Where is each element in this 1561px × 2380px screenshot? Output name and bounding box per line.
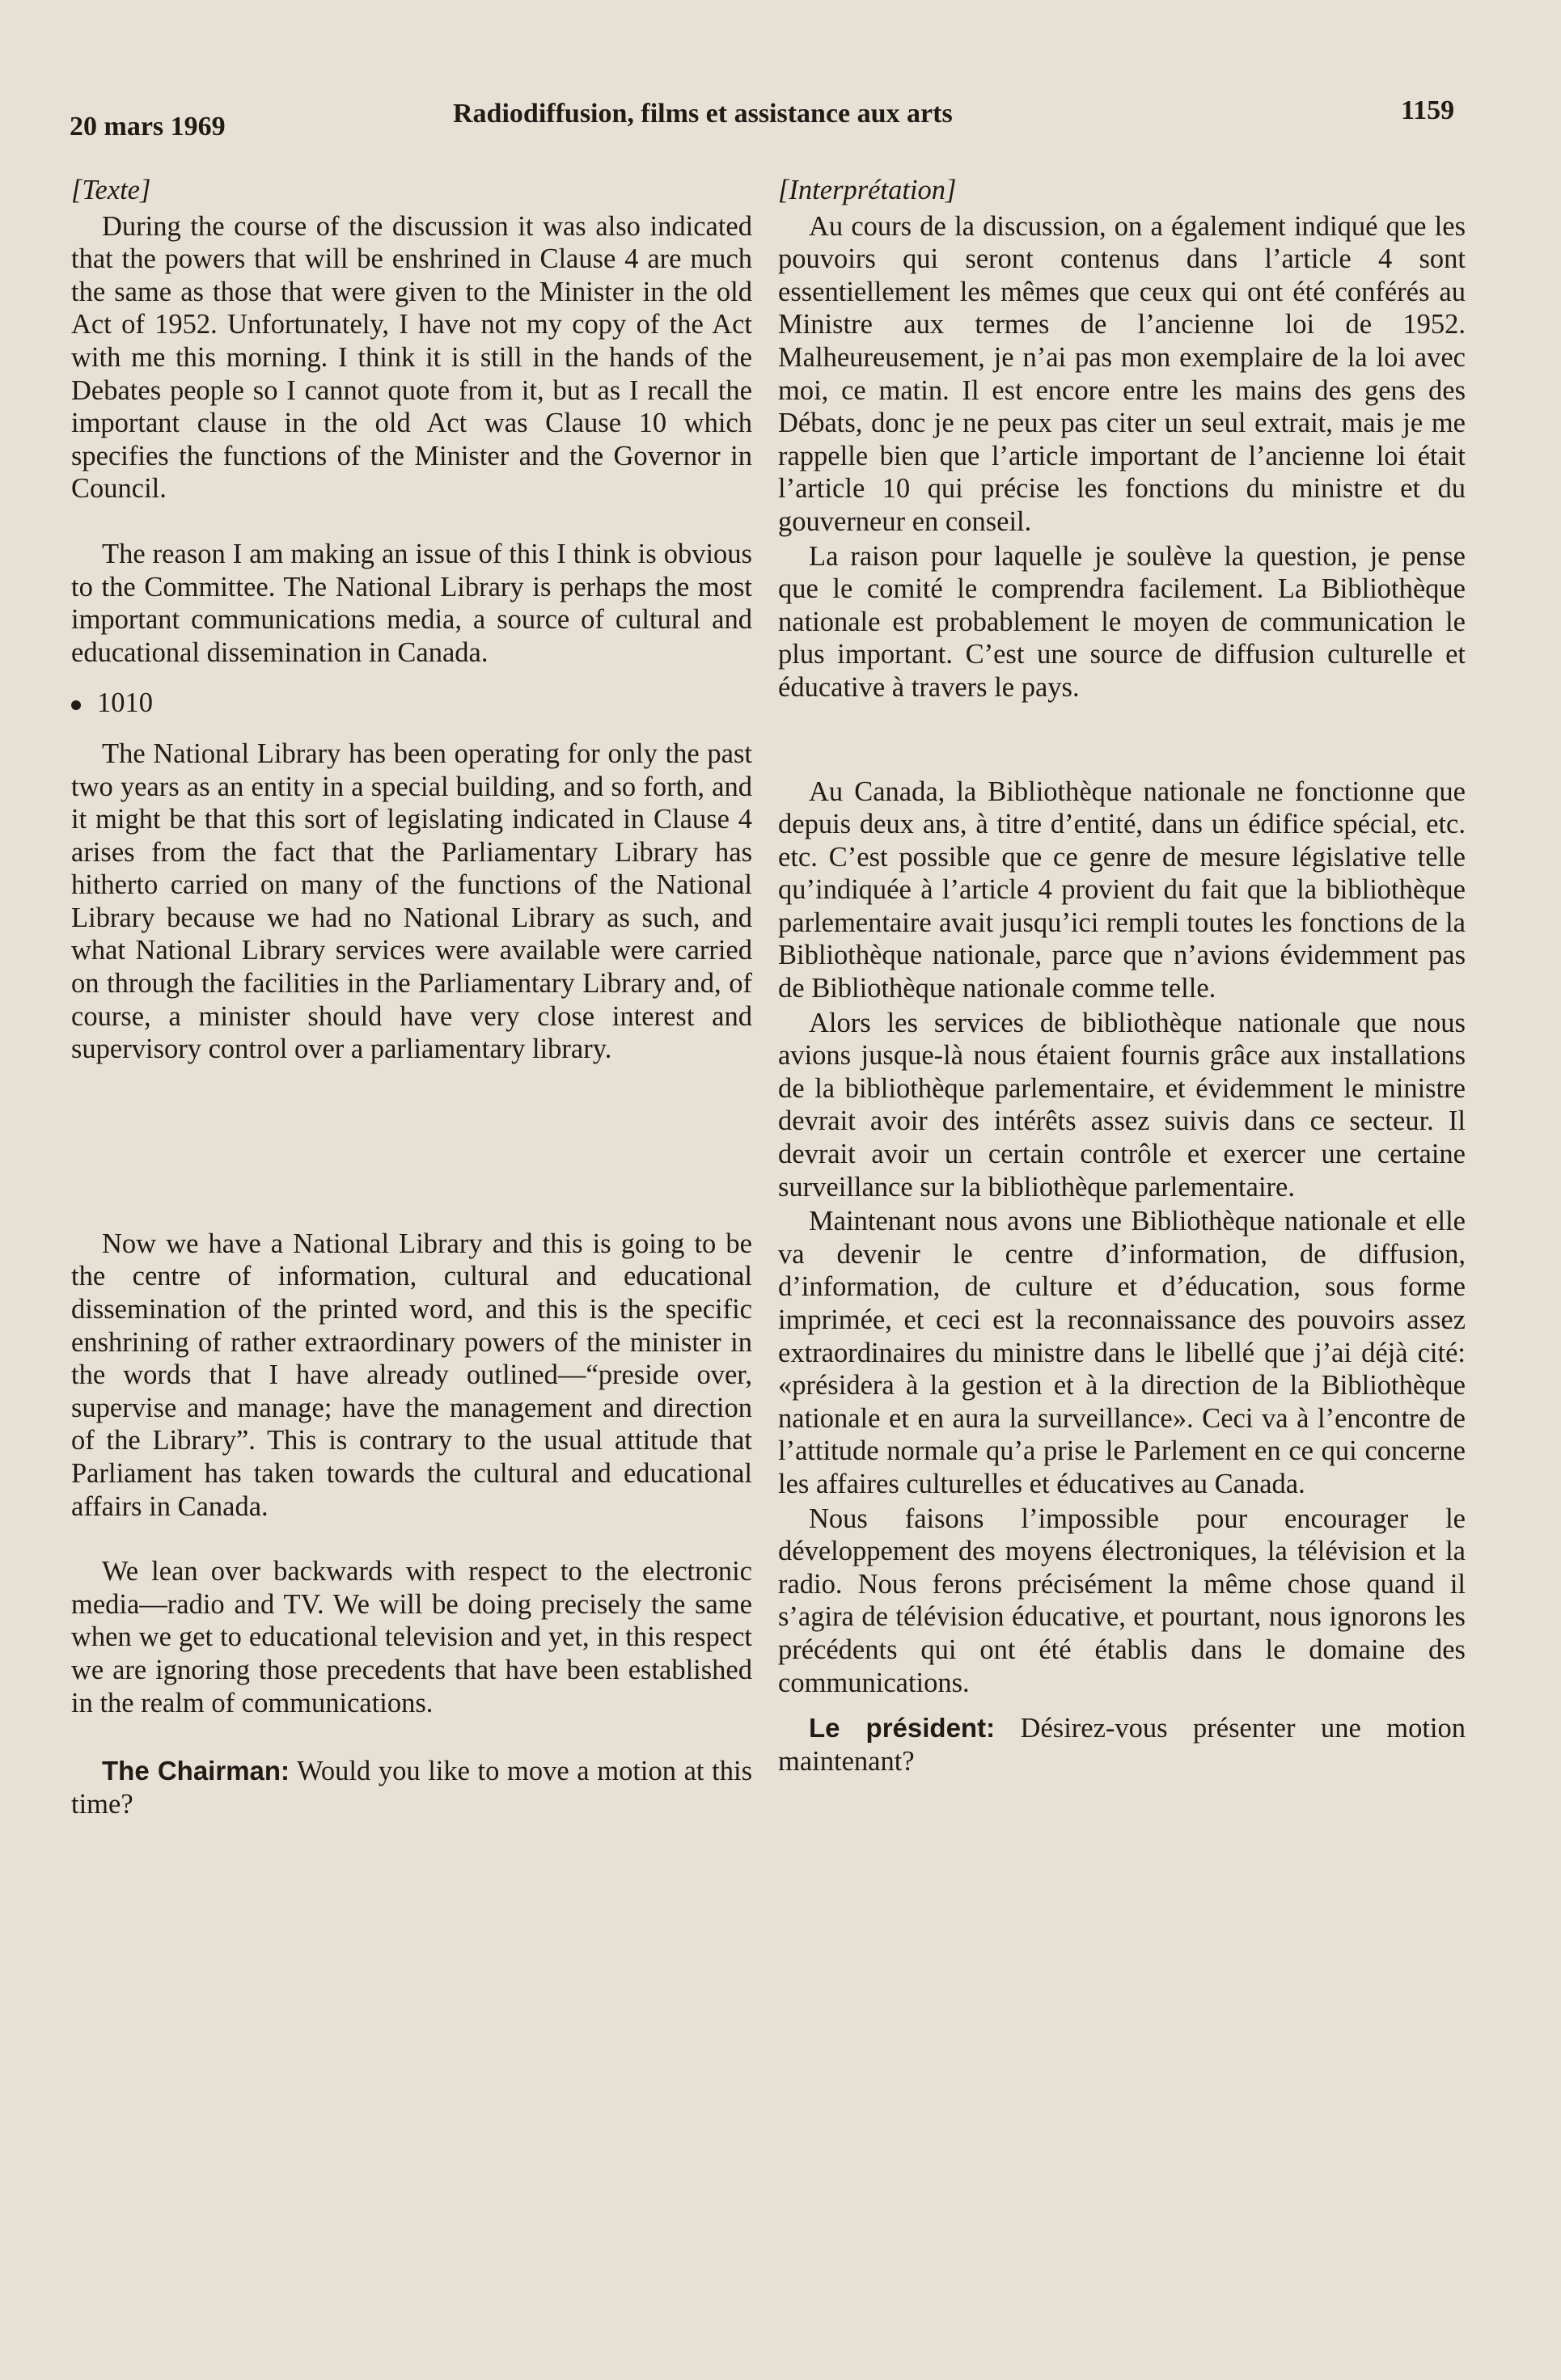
paragraph: During the course of the discussion it was also indicated that the powers that will be enshrined in Clause 4 are much the same as those that were given to the Minister in the old Act of 1952. Unfortunately, I have not my copy of the Act with me this morning. I think it is still in the hands of the Debates people so I cannot quote from it, but as I recall the important clause in the old Act was Clause 10 which specifies the functions of the Minister and the Governor in Council.: [71, 210, 752, 505]
english-column: [71, 174, 752, 1820]
paragraph: Maintenant nous avons une Bibliothèque nationale et elle va devenir le centre d’information, de diffusion, d’information, de culture et d’éducation, sous forme imprimée, et ceci est la reconnaissance des pouvoirs assez extraordinaires du ministre dans le libellé que j’ai déjà cité: «présidera à la gestion et à la direction de la Bibliothèque nationale et en aura la surveillance». Ceci va à l’encontre de l’attitude normale qu’a prise le Parlement en ce qui concerne les affaires culturelles et éducatives au Canada.: [778, 1206, 1466, 1499]
paragraph: Au cours de la discussion, on a également indiqué que les pouvoirs qui seront contenus dans l’article 4 sont essentiellement les mêmes que ceux qui ont été conférés au Ministre aux termes de l’ancienne loi de 1952. Malheureusement, je n’ai pas mon exemplaire de la loi avec moi, ce matin. Il est encore entre les mains des gens des Débats, donc je ne peux pas citer un seul extrait, mais je me rappelle bien que l’article important de l’ancienne loi était l’article 10 qui précise les fonctions du ministre et du gouverneur en conseil.: [778, 210, 1466, 537]
header-title: Radiodiffusion, films et assistance aux arts: [453, 99, 953, 129]
paragraph: Now we have a National Library and this is going to be the centre of information, cultural and educational dissemination of the printed word, and this is the specific enshrining of rather extraordinary powers of the minister in the words that I have already outlined—“preside over, supervise and manage; have the management and direction of the Library”. This is contrary to the usual attitude that Parliament has taken towards the cultural and educational affairs in Canada.: [71, 1228, 752, 1522]
french-column: [778, 174, 1466, 1778]
paragraph: [778, 1712, 1466, 1778]
section-label-interpretation: [Interprétation]: [778, 175, 957, 205]
paragraph: The National Library has been operating for only the past two years as an entity in a special building, and so forth, and it might be that this sort of legislating indicated in Clause 4 arises from the fact that the Parliamentary Library has hitherto carried on many of the functions of the National Library because we had no National Library as such, and what National Library services were available were carried on through the facilities in the Parliamentary Library and, of course, a minister should have very close interest and supervisory control over a parliamentary library.: [71, 738, 752, 1065]
paragraph: [71, 1755, 752, 1820]
speaker-text: Would you like to move a motion at this time?: [71, 1756, 752, 1820]
time-marker-label: 1010: [97, 687, 153, 719]
paragraph: Au Canada, la Bibliothèque nationale ne fonctionne que depuis deux ans, à titre d’entité, dans un édifice spécial, etc. etc. C’est possible que ce genre de mesure législative telle qu’indiquée à l’article 4 provient du fait que la bibliothèque parlementaire avait jusqu’ici rempli toutes les fonctions de la Bibliothèque nationale, parce que n’avions évidemment pas de Bibliothèque nationale comme telle.: [778, 776, 1466, 1004]
header-date: 20 mars 1969: [70, 112, 226, 142]
speaker-name: Le président:: [809, 1713, 996, 1744]
paragraph: We lean over backwards with respect to the electronic media—radio and TV. We will be doing precisely the same when we get to educational television and yet, in this respect we are ignoring those precedents that have been established in the realm of communications.: [71, 1556, 752, 1718]
paragraph: Alors les services de bibliothèque nationale que nous avions jusque-là nous étaient fournis grâce aux installations de la bibliothèque parlementaire, et évidemment le ministre devrait avoir des intérêts assez suivis dans ce secteur. Il devrait avoir un certain contrôle et exercer une certaine surveillance sur la bibliothèque parlementaire.: [778, 1007, 1466, 1203]
time-marker: [71, 687, 752, 720]
paragraph: La raison pour laquelle je soulève la question, je pense que le comité le comprendra facilement. La Bibliothèque nationale est probablement le moyen de communication le plus important. C’est une source de diffusion culturelle et éducative à travers le pays.: [778, 540, 1466, 703]
page-header: [0, 91, 1561, 142]
section-label-texte: [Texte]: [71, 175, 151, 205]
paragraph: Nous faisons l’impossible pour encourager le développement des moyens électroniques, la télévision et la radio. Nous ferons précisément la même chose quand il s’agira de télévision éducative, et pourtant, nous ignorons les précédents qui ont été établis dans le domaine des communications.: [778, 1503, 1466, 1698]
paragraph: The reason I am making an issue of this I think is obvious to the Committee. The National Library is perhaps the most important communications media, a source of cultural and educational dissemination in Canada.: [71, 538, 752, 668]
speaker-text: Désirez-vous présenter une motion maintenant?: [778, 1713, 1466, 1777]
bullet-icon: [71, 700, 81, 710]
speaker-name: The Chairman:: [102, 1756, 290, 1786]
page-number: 1159: [1401, 95, 1455, 125]
